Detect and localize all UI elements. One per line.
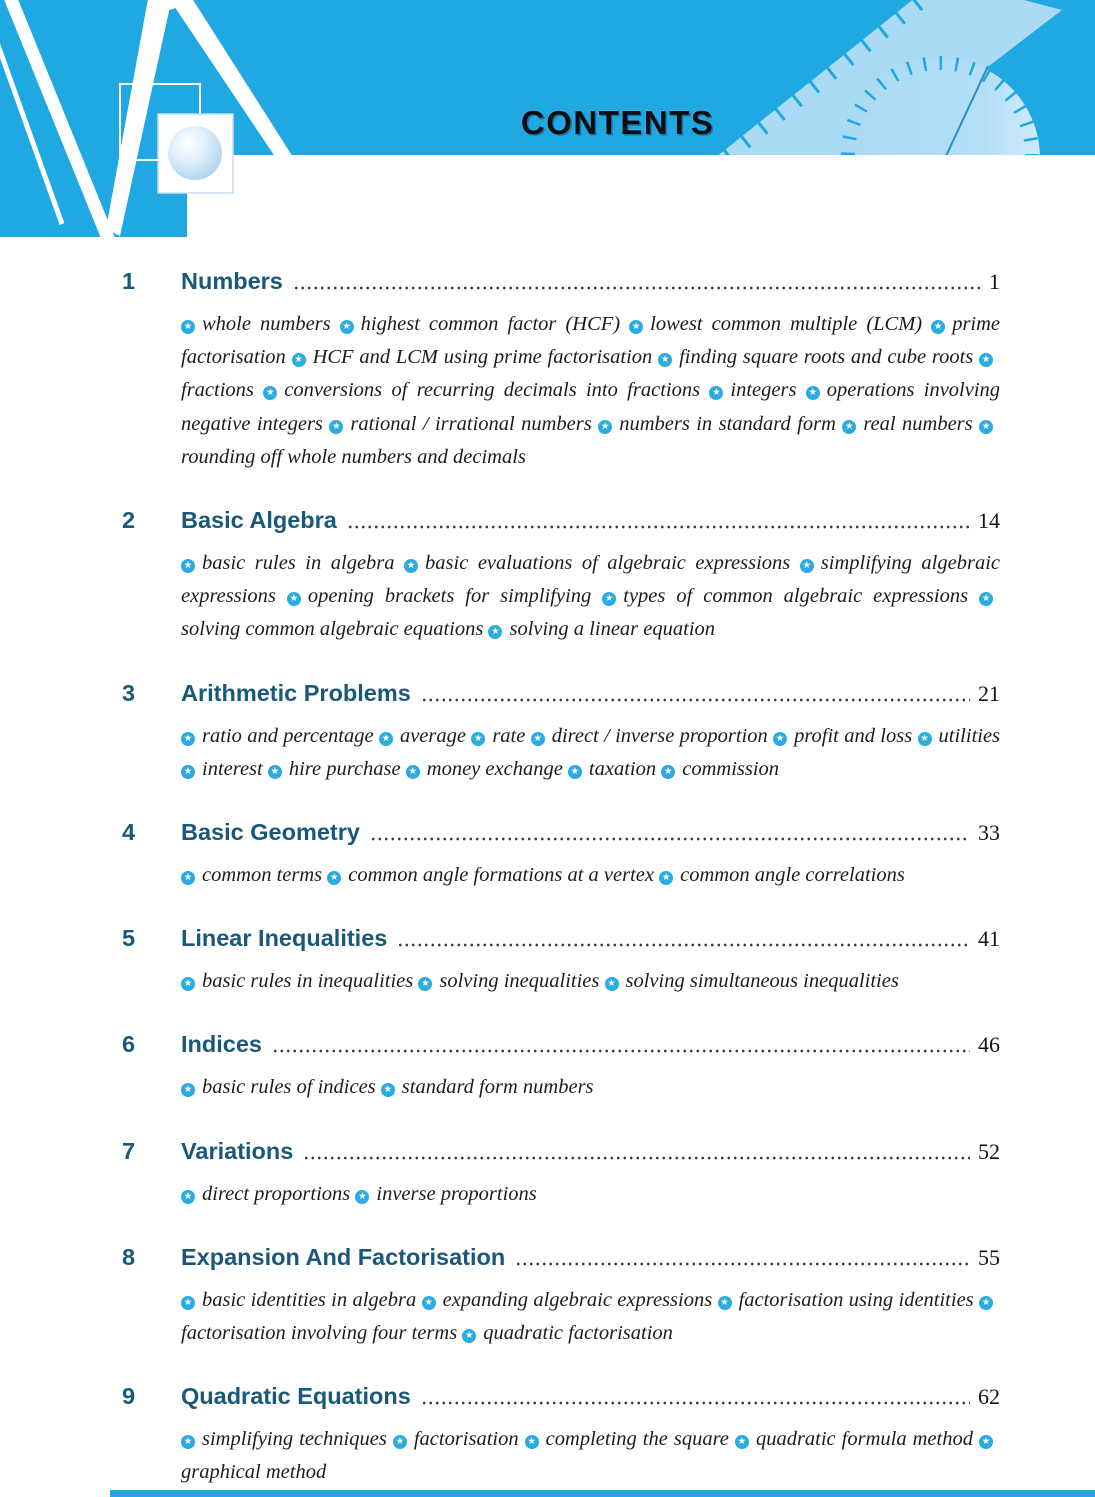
chapter-number: 8 xyxy=(122,1243,136,1270)
topic-text: basic rules in inequalities xyxy=(202,970,414,993)
chapter-topics xyxy=(181,859,1000,892)
star-bullet-icon: ★ xyxy=(393,1435,407,1449)
topic-text: average xyxy=(399,724,466,747)
topic-text: solving a linear equation xyxy=(509,618,716,641)
star-bullet-icon: ★ xyxy=(181,1435,195,1449)
chapter-title: Quadratic Equations xyxy=(181,1383,411,1410)
star-bullet-icon: ★ xyxy=(531,732,545,746)
chapter-page: 21 xyxy=(978,680,1000,706)
star-bullet-icon: ★ xyxy=(462,1329,476,1343)
chapter-page: 46 xyxy=(978,1032,1000,1058)
topic-text: completing the square xyxy=(545,1428,729,1451)
star-bullet-icon: ★ xyxy=(287,592,301,606)
chapter-heading xyxy=(122,1031,1000,1058)
chapter-page: 14 xyxy=(978,508,1000,534)
topic-text: solving common algebraic equations xyxy=(181,618,484,641)
star-bullet-icon: ★ xyxy=(661,765,675,779)
chapter-number: 4 xyxy=(122,819,136,846)
star-bullet-icon: ★ xyxy=(979,420,993,434)
chapter-topics xyxy=(181,965,1000,998)
chapter-topics xyxy=(181,1071,1000,1104)
star-bullet-icon: ★ xyxy=(979,1296,993,1310)
chapter-topics xyxy=(181,720,1000,786)
star-bullet-icon: ★ xyxy=(181,977,195,991)
topic-text: factorisation involving four terms xyxy=(181,1322,458,1345)
footer-accent-bar xyxy=(110,1490,1095,1497)
star-bullet-icon: ★ xyxy=(418,977,432,991)
star-bullet-icon: ★ xyxy=(379,732,393,746)
topic-text: taxation xyxy=(588,757,657,780)
chapter-title: Expansion And Factorisation xyxy=(181,1243,506,1270)
chapter-title: Basic Algebra xyxy=(181,507,337,534)
topic-text: ratio and percentage xyxy=(202,724,374,747)
chapter-title: Linear Inequalities xyxy=(181,925,388,952)
topic-item xyxy=(629,313,922,335)
chapter-entry xyxy=(122,1383,1000,1489)
chapter-topics xyxy=(181,1178,1000,1211)
chapter-number: 7 xyxy=(122,1137,136,1164)
topic-text: expanding algebraic expressions xyxy=(442,1288,713,1311)
topic-text: conversions of recurring decimals into fractions xyxy=(284,379,701,402)
topic-item xyxy=(379,725,466,747)
topic-item xyxy=(327,864,654,886)
topic-text: rational / irrational numbers xyxy=(350,412,592,435)
chapter-number: 5 xyxy=(122,925,136,952)
topic-item xyxy=(709,379,796,401)
star-bullet-icon: ★ xyxy=(602,592,616,606)
star-bullet-icon: ★ xyxy=(181,1083,195,1097)
star-bullet-icon: ★ xyxy=(773,732,787,746)
table-of-contents xyxy=(0,240,1095,1490)
chapter-entry xyxy=(122,1244,1000,1350)
star-bullet-icon: ★ xyxy=(842,420,856,434)
topic-item xyxy=(918,725,1001,747)
page-title: CONTENTS xyxy=(520,104,715,141)
topic-text: basic identities in algebra xyxy=(202,1288,417,1311)
topic-text: quadratic factorisation xyxy=(483,1322,673,1345)
topic-item xyxy=(602,585,968,607)
topic-item xyxy=(525,1428,729,1450)
topic-item xyxy=(181,758,263,780)
chapter-heading xyxy=(122,1383,1000,1410)
dotted-leader xyxy=(347,524,970,530)
topic-text: HCF and LCM using prime factorisation xyxy=(312,346,653,369)
star-bullet-icon: ★ xyxy=(422,1296,436,1310)
topic-item xyxy=(181,313,331,335)
topic-item xyxy=(406,758,563,780)
topic-item xyxy=(735,1428,973,1450)
topic-item xyxy=(659,864,905,886)
topic-text: rate xyxy=(492,724,526,747)
star-bullet-icon: ★ xyxy=(718,1296,732,1310)
chapter-heading xyxy=(122,507,1000,534)
topic-text: direct / inverse proportion xyxy=(551,724,768,747)
chapter-page: 33 xyxy=(978,820,1000,846)
star-bullet-icon: ★ xyxy=(181,732,195,746)
star-bullet-icon: ★ xyxy=(381,1083,395,1097)
topic-item xyxy=(488,618,715,640)
star-bullet-icon: ★ xyxy=(598,420,612,434)
chapter-heading xyxy=(122,680,1000,707)
topic-text: finding square roots and cube roots xyxy=(679,346,974,369)
topic-item xyxy=(329,413,591,435)
chapter-topics xyxy=(181,308,1000,474)
chapter-page: 55 xyxy=(978,1244,1000,1270)
star-bullet-icon: ★ xyxy=(979,353,993,367)
topic-item xyxy=(718,1289,974,1311)
chapter-heading xyxy=(122,1138,1000,1165)
topic-text: direct proportions xyxy=(202,1182,351,1205)
star-bullet-icon: ★ xyxy=(488,625,502,639)
star-bullet-icon: ★ xyxy=(659,871,673,885)
star-bullet-icon: ★ xyxy=(406,765,420,779)
topic-item xyxy=(381,1076,594,1098)
topic-item xyxy=(773,725,912,747)
chapter-entry xyxy=(122,680,1000,786)
chapter-number: 2 xyxy=(122,507,136,534)
topic-text: basic rules in algebra xyxy=(202,552,395,575)
topic-item xyxy=(404,552,790,574)
topic-text: common angle formations at a vertex xyxy=(348,864,655,887)
chapter-title: Basic Geometry xyxy=(181,819,360,846)
dotted-leader xyxy=(421,697,970,703)
star-bullet-icon: ★ xyxy=(181,1190,195,1204)
star-bullet-icon: ★ xyxy=(931,320,945,334)
chapter-entry xyxy=(122,1138,1000,1211)
chapter-heading xyxy=(122,819,1000,846)
dotted-leader xyxy=(272,1048,970,1054)
star-bullet-icon: ★ xyxy=(471,732,485,746)
chapter-page: 41 xyxy=(978,926,1000,952)
topic-text: factorisation xyxy=(413,1428,519,1451)
chapter-topics xyxy=(181,547,1000,647)
topic-item xyxy=(263,379,700,401)
chapter-heading xyxy=(122,268,1000,295)
topic-item xyxy=(181,864,322,886)
topic-item xyxy=(268,758,401,780)
topic-text: real numbers xyxy=(863,412,973,435)
topic-text: highest common factor (HCF) xyxy=(360,313,621,335)
chapter-number: 6 xyxy=(122,1031,136,1058)
star-bullet-icon: ★ xyxy=(340,320,354,334)
dotted-leader xyxy=(421,1400,970,1406)
topic-text: integers xyxy=(730,379,797,402)
chapter-entry xyxy=(122,268,1000,474)
topic-item xyxy=(422,1289,713,1311)
star-bullet-icon: ★ xyxy=(181,320,195,334)
topic-item xyxy=(181,1183,350,1205)
topic-text: rounding off whole numbers and decimals xyxy=(181,445,526,468)
dotted-leader xyxy=(303,1155,970,1161)
star-bullet-icon: ★ xyxy=(918,732,932,746)
topic-item xyxy=(531,725,768,747)
topic-item xyxy=(181,725,374,747)
chapter-page: 52 xyxy=(978,1138,1000,1164)
topic-item xyxy=(287,585,591,607)
chapter-list xyxy=(122,268,1000,1490)
page-header xyxy=(0,0,1095,240)
chapter-title: Indices xyxy=(181,1031,262,1058)
chapter-number: 3 xyxy=(122,679,136,706)
topic-text: utilities xyxy=(938,724,1001,747)
topic-item xyxy=(292,346,653,368)
topic-text: whole numbers xyxy=(202,313,331,335)
star-bullet-icon: ★ xyxy=(800,559,814,573)
topic-text: graphical method xyxy=(181,1461,327,1484)
topic-item xyxy=(658,346,973,368)
chapter-topics xyxy=(181,1284,1000,1350)
topic-text: inverse proportions xyxy=(376,1182,537,1205)
chapter-number: 1 xyxy=(122,268,136,294)
star-bullet-icon: ★ xyxy=(329,420,343,434)
star-bullet-icon: ★ xyxy=(181,871,195,885)
star-bullet-icon: ★ xyxy=(568,765,582,779)
topic-item xyxy=(605,970,899,992)
topic-text: profit and loss xyxy=(794,724,913,747)
topic-text: common angle correlations xyxy=(680,864,905,887)
dotted-leader xyxy=(515,1261,970,1267)
topic-text: solving simultaneous inequalities xyxy=(625,970,899,993)
chapter-topics xyxy=(181,1423,1000,1489)
star-bullet-icon: ★ xyxy=(355,1190,369,1204)
star-bullet-icon: ★ xyxy=(806,386,820,400)
topic-text: simplifying techniques xyxy=(202,1428,387,1451)
topic-item xyxy=(355,1183,536,1205)
dotted-leader xyxy=(370,836,970,842)
topic-item xyxy=(181,1289,416,1311)
topic-item xyxy=(471,725,525,747)
star-bullet-icon: ★ xyxy=(979,1435,993,1449)
topic-text: solving inequalities xyxy=(439,970,600,993)
star-bullet-icon: ★ xyxy=(525,1435,539,1449)
chapter-heading xyxy=(122,1244,1000,1271)
topic-text: factorisation using identities xyxy=(738,1288,974,1311)
topic-item xyxy=(418,970,599,992)
topic-item xyxy=(661,758,779,780)
topic-text: basic evaluations of algebraic expressions xyxy=(425,552,791,575)
chapter-heading xyxy=(122,925,1000,952)
star-bullet-icon: ★ xyxy=(263,386,277,400)
topic-item xyxy=(181,552,395,574)
topic-text: commission xyxy=(682,757,780,780)
topic-item xyxy=(393,1428,519,1450)
star-bullet-icon: ★ xyxy=(292,353,306,367)
star-bullet-icon: ★ xyxy=(268,765,282,779)
chapter-title: Numbers xyxy=(181,268,283,294)
chapter-entry xyxy=(122,925,1000,998)
topic-item xyxy=(598,413,836,435)
chapter-entry xyxy=(122,819,1000,892)
star-bullet-icon: ★ xyxy=(181,559,195,573)
chapter-number: 9 xyxy=(122,1383,136,1410)
topic-item xyxy=(181,1428,387,1450)
star-bullet-icon: ★ xyxy=(404,559,418,573)
star-bullet-icon: ★ xyxy=(181,1296,195,1310)
star-bullet-icon: ★ xyxy=(181,765,195,779)
topic-text: common terms xyxy=(202,864,323,887)
star-bullet-icon: ★ xyxy=(735,1435,749,1449)
chapter-page: 62 xyxy=(978,1384,1000,1410)
chapter-title: Arithmetic Problems xyxy=(181,679,411,706)
topic-text: money exchange xyxy=(426,757,563,780)
star-bullet-icon: ★ xyxy=(979,592,993,606)
topic-item xyxy=(181,1076,376,1098)
topic-text: lowest common multiple (LCM) xyxy=(650,313,923,335)
topic-text: numbers in standard form xyxy=(619,412,836,435)
topic-item xyxy=(340,313,620,335)
topic-text: simplifying algebraic expressions xyxy=(181,552,1000,608)
chapter-entry xyxy=(122,507,1000,647)
star-bullet-icon: ★ xyxy=(709,386,723,400)
topic-text: fractions xyxy=(181,379,254,402)
chapter-page: 1 xyxy=(989,269,1000,294)
star-bullet-icon: ★ xyxy=(605,977,619,991)
topic-text: opening brackets for simplifying xyxy=(307,585,592,608)
topic-item xyxy=(462,1322,673,1344)
dotted-leader xyxy=(293,285,981,291)
topic-text: types of common algebraic expressions xyxy=(623,585,969,608)
dotted-leader xyxy=(397,942,970,948)
chapter-entry xyxy=(122,1031,1000,1104)
topic-text: quadratic formula method xyxy=(755,1428,973,1451)
topic-item xyxy=(181,970,413,992)
star-bullet-icon: ★ xyxy=(629,320,643,334)
star-bullet-icon: ★ xyxy=(327,871,341,885)
topic-text: hire purchase xyxy=(288,757,401,780)
topic-text: interest xyxy=(202,757,263,780)
topic-text: standard form numbers xyxy=(401,1076,594,1099)
topic-text: basic rules of indices xyxy=(202,1076,376,1099)
chapter-title: Variations xyxy=(181,1137,294,1164)
topic-item xyxy=(842,413,972,435)
topic-text: prime factorisation xyxy=(181,313,1001,369)
star-bullet-icon: ★ xyxy=(658,353,672,367)
topic-item xyxy=(568,758,656,780)
topic-text: operations involving negative integers xyxy=(181,379,1001,435)
